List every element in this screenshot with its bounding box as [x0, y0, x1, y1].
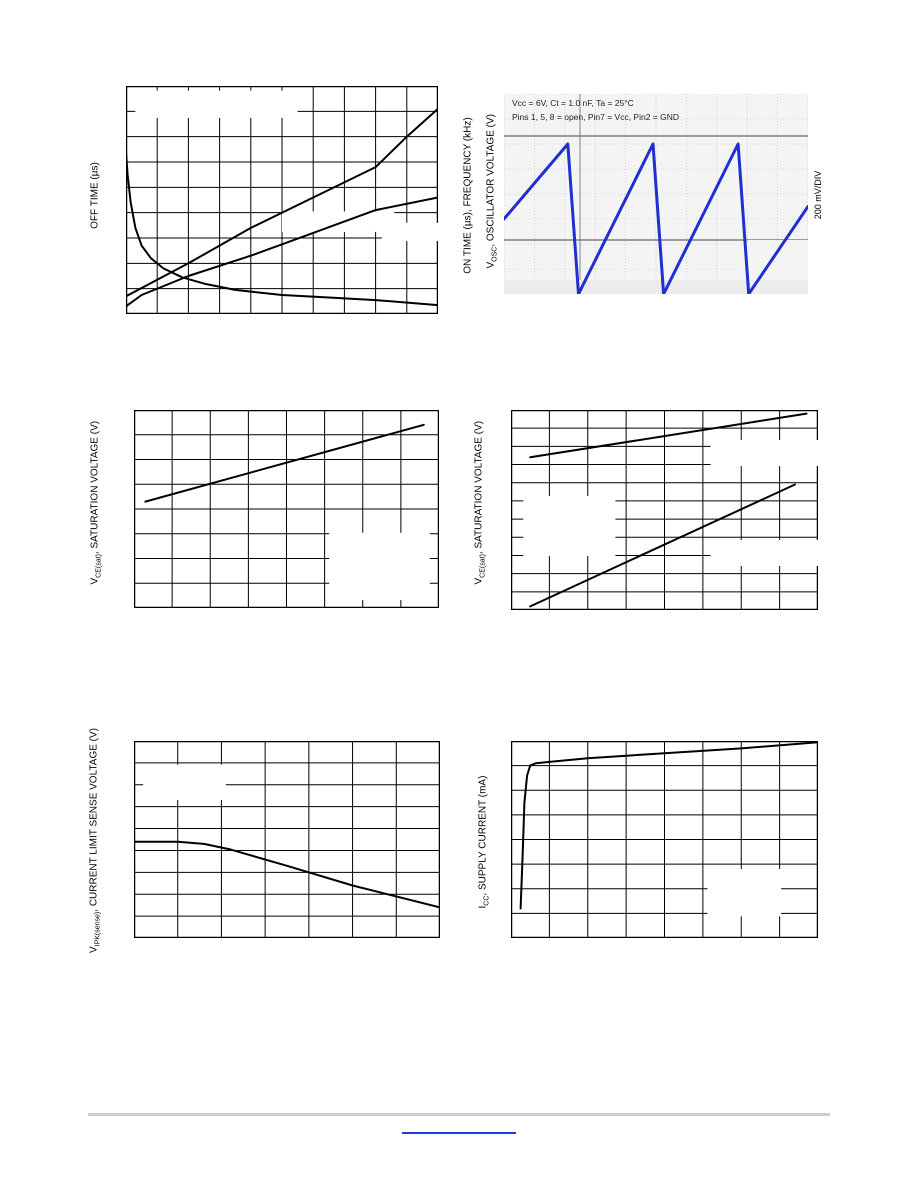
vipk-ylabel: $V_{IPK(sense)}$, CURRENT LIMIT SENSE VOLTAGE (V) — [88, 727, 102, 954]
vce-sat-chart-b — [511, 410, 818, 610]
scope-right-label: 200 mV/DIV — [813, 170, 823, 220]
scope-ylabel-line2: $V_{OSC}$, OSCILLATOR VOLTAGE (V) — [485, 114, 499, 269]
oscillator-scope-chart — [504, 94, 808, 294]
vce-sat-chart-a — [134, 410, 439, 608]
off-time-chart — [126, 86, 438, 314]
label-area — [135, 91, 297, 118]
label-area — [707, 869, 781, 916]
vce-sat-b-ylabel: $V_{CE(sat)}$, SATURATION VOLTAGE (V) — [473, 420, 487, 585]
vce-sat-a-ylabel: $V_{CE(sat)}$, SATURATION VOLTAGE (V) — [89, 420, 103, 585]
label-area — [711, 440, 818, 466]
label-area — [329, 533, 430, 600]
current-limit-sense-chart — [134, 741, 440, 938]
label-area — [711, 540, 818, 566]
footer-link-underline[interactable] — [402, 1132, 516, 1134]
scope-condition-2: Pins 1, 5, 8 = open, Pin7 = Vcc, Pin2 = GND — [512, 112, 680, 122]
series-line-1 — [134, 842, 440, 908]
label-area — [143, 765, 226, 800]
label-area — [382, 223, 438, 241]
scope-condition-1: Vcc = 6V, Ct = 1.0 nF, Ta = 25°C — [512, 98, 634, 108]
supply-current-chart — [511, 741, 818, 938]
label-area — [523, 496, 615, 556]
icc-ylabel: $I_{CC}$, SUPPLY CURRENT (mA) — [477, 775, 491, 909]
series-line-1 — [145, 425, 423, 502]
scope-status-bar — [504, 280, 808, 294]
scope-ylabel-line1: ON TIME (µs), FREQUENCY (kHz) — [462, 117, 474, 274]
label-area — [282, 211, 394, 232]
footer-rule — [88, 1113, 830, 1116]
off-time-ylabel: OFF TIME (µs) — [89, 162, 101, 229]
